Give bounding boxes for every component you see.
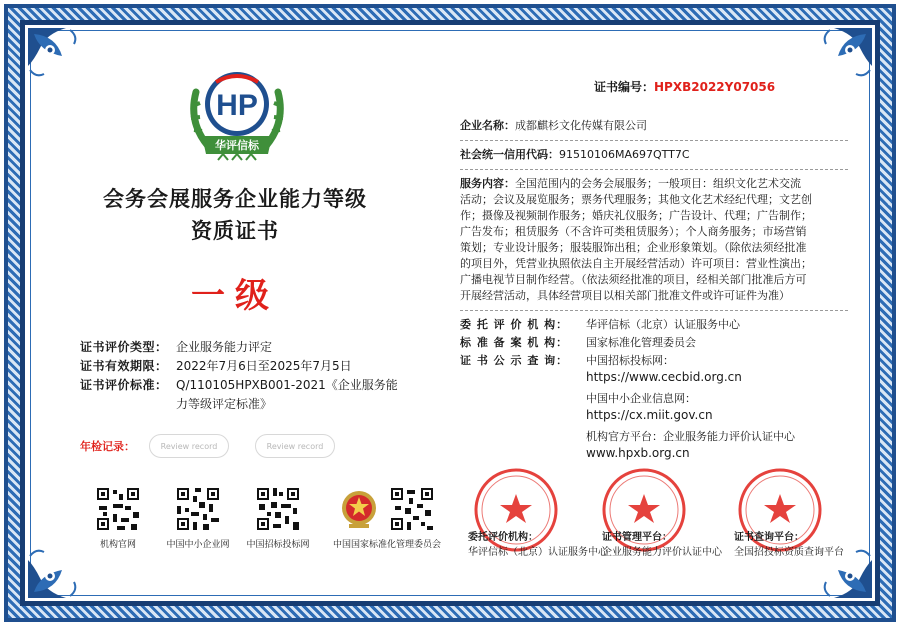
qr-official-site <box>78 486 158 550</box>
info-value: 力等级评定标准》 <box>176 397 273 411</box>
right-info-block <box>460 118 848 463</box>
org-value: 华评信标（北京）认证服务中心 <box>586 318 740 331</box>
credit-code-label: 社会统一信用代码： <box>460 148 559 161</box>
credit-code-row <box>460 147 848 163</box>
info-value: 企业服务能力评定 <box>176 340 273 354</box>
qr-bidding-network <box>238 486 318 550</box>
query-list <box>586 353 848 461</box>
company-name: 成都麒杉文化传媒有限公司 <box>515 119 647 132</box>
certificate-number <box>594 78 775 95</box>
query-url: www.hpxb.org.cn <box>586 446 690 460</box>
qr-code-icon <box>255 486 301 532</box>
org-value: 国家标准化管理委员会 <box>586 336 696 349</box>
corner-ornament-icon <box>26 26 100 100</box>
qr-label: 中国中小企业网 <box>166 540 230 550</box>
divider <box>460 169 848 170</box>
scope-line: 全国范围内的会务会展服务；一般项目：组织文化艺术交流 <box>515 177 801 190</box>
info-value: Q/110105HPXB001-2021《企业服务能 <box>176 378 398 392</box>
scope-line: 活动；会议及展览服务；票务代理服务；其他文化艺术经纪代理；文艺创 <box>460 193 812 206</box>
qr-code-row <box>78 486 456 550</box>
qr-standards-committee <box>318 486 456 550</box>
annual-review <box>80 434 361 458</box>
org-row-commissioning <box>460 317 848 333</box>
divider <box>460 140 848 141</box>
info-row-validity <box>80 357 400 376</box>
scope-line: 的项目外，凭营业执照依法自主开展经营活动）许可项目：营业性演出； <box>460 257 812 270</box>
scope-line: 广播电视节目制作经营。（依法须经批准的项目，经相关部门批准后方可 <box>460 273 807 286</box>
org-label: 委 托 评 价 机 构： <box>460 318 569 331</box>
stamp-caption: 委托评价机构： <box>468 532 538 543</box>
info-label: 证书有效期限： <box>80 359 168 373</box>
stamp-caption: 证书查询平台： <box>734 532 804 543</box>
divider <box>460 310 848 311</box>
organization-grid <box>460 317 848 461</box>
cert-no-label: 证书编号： <box>594 80 655 94</box>
info-row-type <box>80 338 400 357</box>
qr-label: 中国招标投标网 <box>246 540 310 550</box>
scope-label: 服务内容： <box>460 177 515 190</box>
scope-line: 策划；专业设计服务；服装服饰出租；企业形象策划。（除依法须经批准 <box>460 241 807 254</box>
info-label: 证书评价类型： <box>80 340 168 354</box>
service-scope <box>460 176 848 304</box>
logo-banner-text: 华评信标 <box>215 139 259 152</box>
stamp-subcaption: 全国招投标资质查询平台 <box>734 547 844 558</box>
annual-review-label: 年检记录： <box>80 440 135 453</box>
title-line-1: 会务会展服务企业能力等级 <box>103 187 367 211</box>
info-row-standard-cont <box>80 395 400 414</box>
review-record-stamp: Review record <box>255 434 335 458</box>
company-row <box>460 118 848 134</box>
org-label: 标 准 备 案 机 构： <box>460 336 569 349</box>
qr-code-icon <box>175 486 221 532</box>
info-row-standard <box>80 376 400 395</box>
info-label <box>80 395 176 414</box>
org-label: 证 书 公 示 查 询： <box>460 354 569 367</box>
credit-code-value: 91510106MA697QTT7C <box>559 148 690 161</box>
query-line: 中国中小企业信息网： <box>586 392 696 405</box>
qr-code-icon <box>389 486 435 532</box>
title-line-2: 资质证书 <box>191 219 279 243</box>
national-emblem-icon <box>339 486 379 532</box>
left-info-block <box>80 338 400 414</box>
stamp-subcaption: 华评信标（北京）认证服务中心 <box>468 547 608 558</box>
hpxb-logo <box>182 62 292 170</box>
corner-ornament-icon <box>800 26 874 100</box>
info-label: 证书评价标准： <box>80 378 168 392</box>
review-record-stamp: Review record <box>149 434 229 458</box>
query-line: 中国招标投标网： <box>586 354 674 367</box>
info-value: 2022年7月6日至2025年7月5日 <box>176 359 352 373</box>
query-line: 机构官方平台：企业服务能力评价认证中心 <box>586 430 795 443</box>
qr-code-icon <box>95 486 141 532</box>
company-label: 企业名称： <box>460 119 515 132</box>
query-url: https://www.cecbid.org.cn <box>586 370 742 384</box>
scope-line: 广告发布；租赁服务（不含许可类租赁服务）；个人商务服务；市场营销 <box>460 225 807 238</box>
scope-line: 开展经营活动，具体经营项目以相关部门批准文件或许可证件为准） <box>460 289 790 302</box>
certificate-title <box>60 183 410 247</box>
stamp-caption: 证书管理平台： <box>602 532 672 543</box>
query-url: https://cx.miit.gov.cn <box>586 408 713 422</box>
scope-line: 作；摄像及视频制作服务；婚庆礼仪服务；广告设计、代理；广告制作； <box>460 209 812 222</box>
qr-label: 机构官网 <box>99 540 136 550</box>
emblem-and-qr <box>339 486 435 532</box>
stamp-subcaption: 企业服务能力评价认证中心 <box>602 547 722 558</box>
seal-row <box>460 466 860 566</box>
grade-level: 一级 <box>191 276 279 316</box>
org-row-standard <box>460 335 848 351</box>
qr-sme-network <box>158 486 238 550</box>
org-row-query <box>460 353 848 461</box>
qr-label: 中国国家标准化管理委员会 <box>332 540 441 550</box>
cert-no-value: HPXB2022Y07056 <box>654 80 776 94</box>
svg-text:HP: HP <box>216 89 258 122</box>
